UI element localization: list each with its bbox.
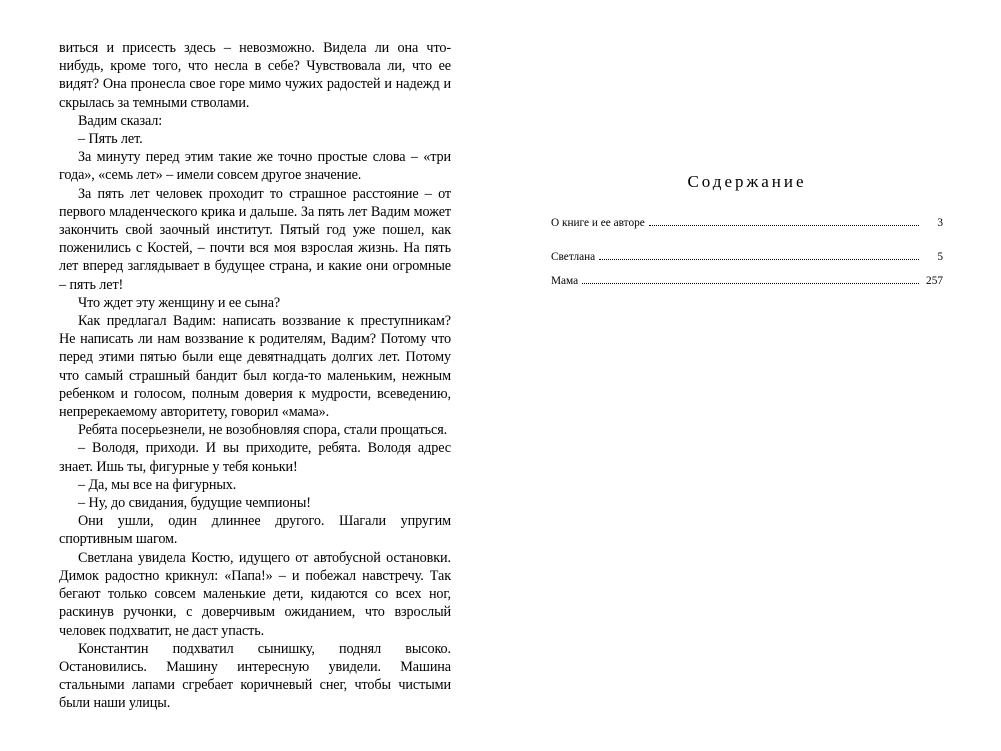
paragraph: – Ну, до свидания, будущие чемпионы! <box>78 495 311 512</box>
toc-entry-label: Мама <box>551 275 579 287</box>
toc-entry-page: 5 <box>937 251 943 263</box>
toc-leader-dots <box>582 283 919 284</box>
toc-entry[interactable] <box>551 216 943 230</box>
paragraph: – Володя, приходи. И вы приходите, ребята. Володя адрес знает. Ишь ты, фигурные у тебя коньки! <box>59 440 451 475</box>
toc-entry[interactable] <box>551 274 943 288</box>
paragraph: Что ждет эту женщину и ее сына? <box>78 294 281 311</box>
contents-title: Содержание <box>687 172 807 191</box>
paragraph: За пять лет человек проходит то страшное расстояние – от первого младенческого крика и дальше. За пять лет Вадим может закончить свой заочный институт. Пятый год уже пошел, как поженились с Костей, – почти вся моя взрослая жизнь. На пять лет вперед заглядывает в будущее страна, и какие они огромные – пять лет! <box>59 185 451 293</box>
paragraph: Константин подхватил сынишку, поднял высоко. Остановились. Машину интересную увидели. Машина стальными лапами сгребает коричневый снег, чтобы чистыми были наши улицы. <box>59 640 451 712</box>
paragraph: – Пять лет. <box>78 131 143 148</box>
toc-entry-page: 3 <box>937 217 943 229</box>
paragraph: виться и присесть здесь – невозможно. Видела ли она что-нибудь, кроме того, что несла в себе? Чувствовала ли, что ее видят? Она пронесла свое горе мимо чужих радостей и надежд и скрылась за темными стволами. <box>59 40 451 111</box>
toc-leader-dots <box>649 225 919 226</box>
left-page-text <box>59 39 451 713</box>
paragraph: – Да, мы все на фигурных. <box>78 476 237 493</box>
toc-entry-label: Светлана <box>551 251 596 263</box>
paragraph: Светлана увидела Костю, идущего от автобусной остановки. Димок радостно крикнул: «Папа!» – и побежал навстречу. Так бегают только совсем маленькие дети, кидаются со всех ног, раскинув ручонки, с доверчивым ожиданием, что взрослый человек подхватит, не даст упасть. <box>59 549 451 639</box>
paragraph: Как предлагал Вадим: написать воззвание к преступникам? Не написать ли нам воззвание к родителям, Вадим? Потому что перед этими пятью были еще девятнадцать долгих лет. Потому что самый страшный бандит был когда-то маленьким, нежным ребенком и голосом, полным доверия к мудрости, всеведению, непререкаемому авторитету, говорил «мама». <box>59 313 451 421</box>
paragraph: За минуту перед этим такие же точно простые слова – «три года», «семь лет» – имели совсем другое значение. <box>59 149 451 184</box>
paragraph: Они ушли, один длиннее другого. Шагали упругим спортивным шагом. <box>59 513 451 548</box>
toc-entry[interactable] <box>551 250 943 264</box>
toc-entry-label: О книге и ее авторе <box>551 217 645 229</box>
right-page-contents <box>551 172 943 288</box>
paragraph: Ребята посерьезнели, не возобновляя спора, стали прощаться. <box>78 422 448 439</box>
paragraph: Вадим сказал: <box>78 112 163 129</box>
toc-leader-dots <box>599 259 919 260</box>
toc-entry-page: 257 <box>926 275 943 287</box>
